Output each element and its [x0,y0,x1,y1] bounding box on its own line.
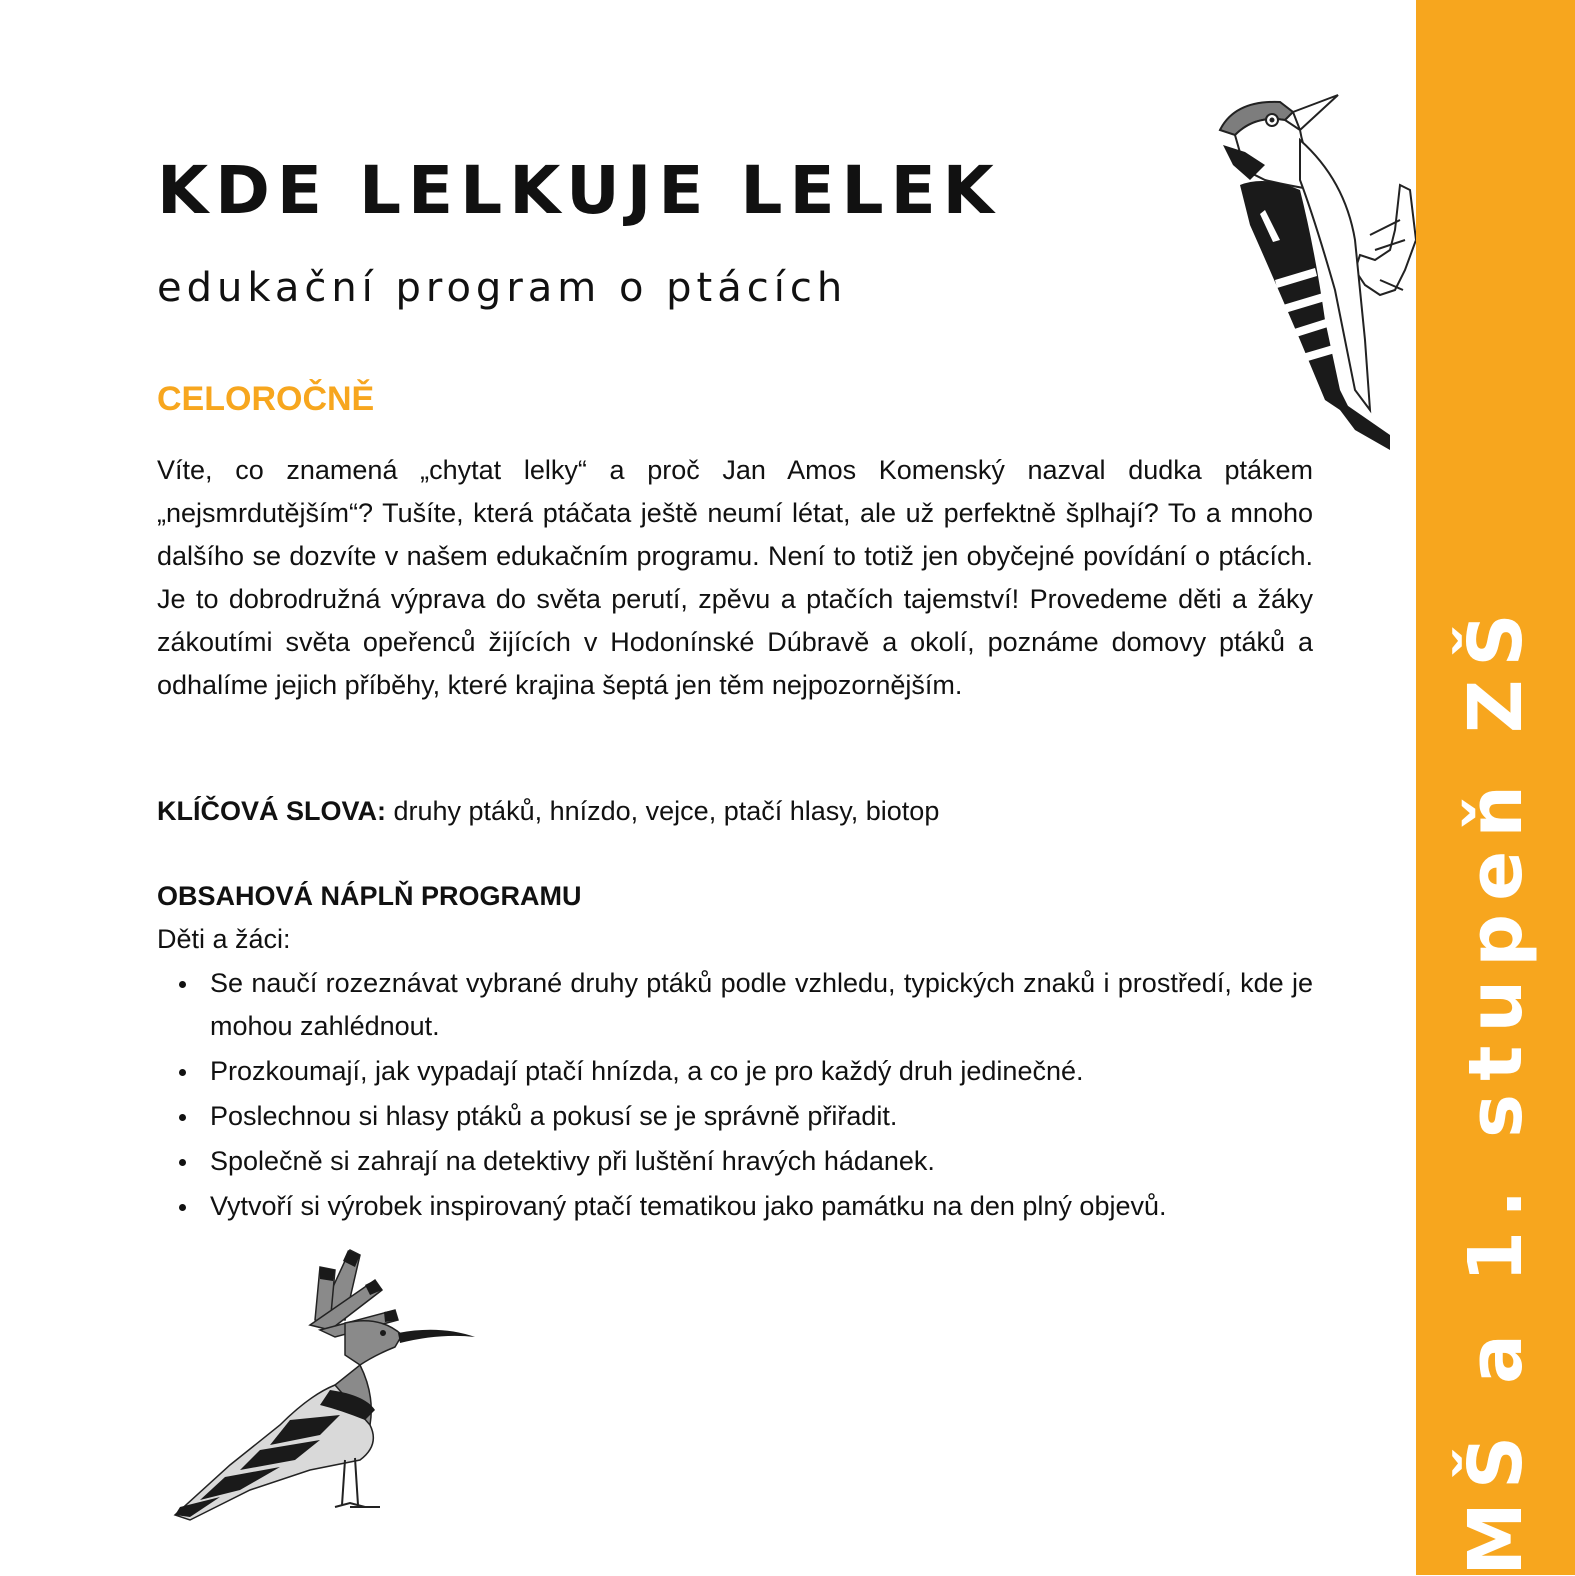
keywords-line [157,790,1313,833]
keywords-label: KLÍČOVÁ SLOVA: [157,796,386,826]
page-subtitle: edukační program o ptácích [157,265,848,311]
hoopoe-illustration [170,1245,480,1525]
keywords-value: druhy ptáků, hnízdo, vejce, ptačí hlasy, biotop [386,796,940,826]
list-item: Společně si zahrají na detektivy při luštění hravých hádanek. [157,1140,1313,1183]
page-title: KDE LELKUJE LELEK [157,152,1001,229]
audience-label: MŠ a 1. stupeň ZŠ [1453,600,1539,1576]
intro-paragraph: Víte, co znamená „chytat lelky“ a proč Jan Amos Komenský nazval dudka ptákem „nejsmrdutějším“? Tušíte, která ptáčata ještě neumí létat, ale už perfektně šplhají? To a mnoho dalšího se dozvíte v našem edukačním programu. Není to totiž jen obyčejné povídání o ptácích. Je to dobrodružná výprava do světa perutí, zpěvu a ptačích tajemství! Provedeme děti a žáky zákoutími světa opeřenců žijících v Hodonínské Dúbravě a okolí, poznáme domovy ptáků a odhalíme jejich příběhy, které krajina šeptá jen těm nejpozornějším. [157,455,1313,700]
list-item: Vytvoří si výrobek inspirovaný ptačí tematikou jako památku na den plný objevů. [157,1185,1313,1228]
woodpecker-illustration [1205,90,1416,455]
list-item: Se naučí rozeznávat vybrané druhy ptáků podle vzhledu, typických znaků i prostředí, kde je mohou zahlédnout. [157,962,1313,1048]
content-list [157,962,1313,1230]
content-intro: Děti a žáci: [157,924,291,954]
list-item: Poslechnou si hlasy ptáků a pokusí se je správně přiřadit. [157,1095,1313,1138]
list-item: Prozkoumají, jak vypadají ptačí hnízda, a co je pro každý druh jedinečné. [157,1050,1313,1093]
season-label: CELOROČNĚ [157,380,375,418]
content-heading: OBSAHOVÁ NÁPLŇ PROGRAMU [157,881,582,911]
